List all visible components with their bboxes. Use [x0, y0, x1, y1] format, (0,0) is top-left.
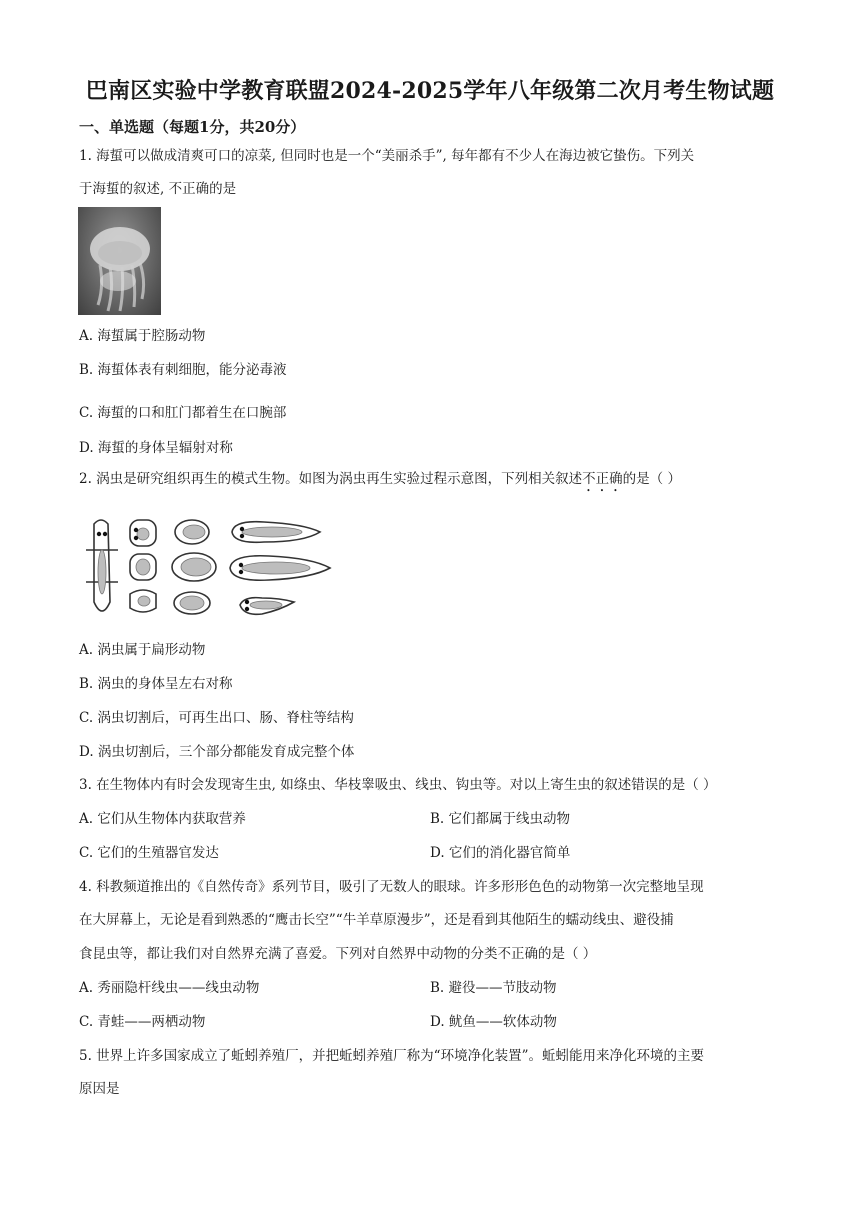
q3-option-a: A. 它们从生物体内获取营养 [79, 811, 246, 827]
q4-stem-line2: 在大屏幕上，无论是看到熟悉的“鹰击长空”“牛羊草原漫步”，还是看到其他陌生的蠕动线虫、避役捕 [79, 912, 674, 928]
q2-option-c: C. 涡虫切割后，可再生出口、肠、脊柱等结构 [79, 710, 354, 726]
q3-option-c: C. 它们的生殖器官发达 [79, 845, 219, 861]
q4-stem-line3: 食昆虫等，都让我们对自然界充满了喜爱。下列对自然界中动物的分类不正确的是（ ） [79, 946, 597, 962]
section-heading: 一、单选题（每题1分，共20分） [79, 118, 306, 136]
q1-option-b: B. 海蜇体表有刺细胞，能分泌毒液 [79, 362, 287, 378]
jellyfish-photo [78, 207, 161, 315]
q3-stem: 3. 在生物体内有时会发现寄生虫, 如绦虫、华枝睾吸虫、线虫、钩虫等。对以上寄生虫的叙述错误的是（ ） [79, 777, 717, 793]
q1-option-d: D. 海蜇的身体呈辐射对称 [79, 440, 233, 456]
q5-stem-line2: 原因是 [79, 1081, 120, 1097]
q2-option-a: A. 涡虫属于扁形动物 [79, 642, 206, 658]
planarian-regeneration-diagram [84, 512, 334, 622]
q2-option-b: B. 涡虫的身体呈左右对称 [79, 676, 233, 692]
q2-stem-before: 2. 涡虫是研究组织再生的模式生物。如图为涡虫再生实验过程示意图，下列相关叙述 [79, 471, 583, 487]
q3-option-b: B. 它们都属于线虫动物 [430, 811, 571, 827]
q2-stem-after: 的是（ ） [622, 471, 681, 487]
q2-stem [79, 469, 681, 495]
q1-option-c: C. 海蜇的口和肛门都着生在口腕部 [79, 405, 287, 421]
q4-option-d: D. 鱿鱼——软体动物 [430, 1014, 557, 1030]
q1-stem-line1: 1. 海蜇可以做成清爽可口的凉菜, 但同时也是一个“美丽杀手”, 每年都有不少人在海边被它蛰伤。下列关 [79, 148, 695, 164]
q2-option-d: D. 涡虫切割后，三个部分都能发育成完整个体 [79, 744, 355, 760]
q4-option-b: B. 避役——节肢动物 [430, 980, 557, 996]
exam-title: 巴南区实验中学教育联盟2024-2025学年八年级第二次月考生物试题 [85, 78, 775, 104]
q2-stem-emphasis: 不正确 [582, 471, 623, 487]
q4-option-a: A. 秀丽隐杆线虫——线虫动物 [79, 980, 260, 996]
q1-stem-line2: 于海蜇的叙述, 不正确的是 [79, 181, 237, 197]
q4-stem-line1: 4. 科教频道推出的《自然传奇》系列节目，吸引了无数人的眼球。许多形形色色的动物第一次完整地呈现 [79, 879, 704, 895]
q1-option-a: A. 海蜇属于腔肠动物 [79, 328, 206, 344]
q5-stem-line1: 5. 世界上许多国家成立了蚯蚓养殖厂，并把蚯蚓养殖厂称为“环境净化装置”。蚯蚓能用来净化环境的主要 [79, 1048, 704, 1064]
q4-option-c: C. 青蛙——两栖动物 [79, 1014, 206, 1030]
q3-option-d: D. 它们的消化器官简单 [430, 845, 571, 861]
